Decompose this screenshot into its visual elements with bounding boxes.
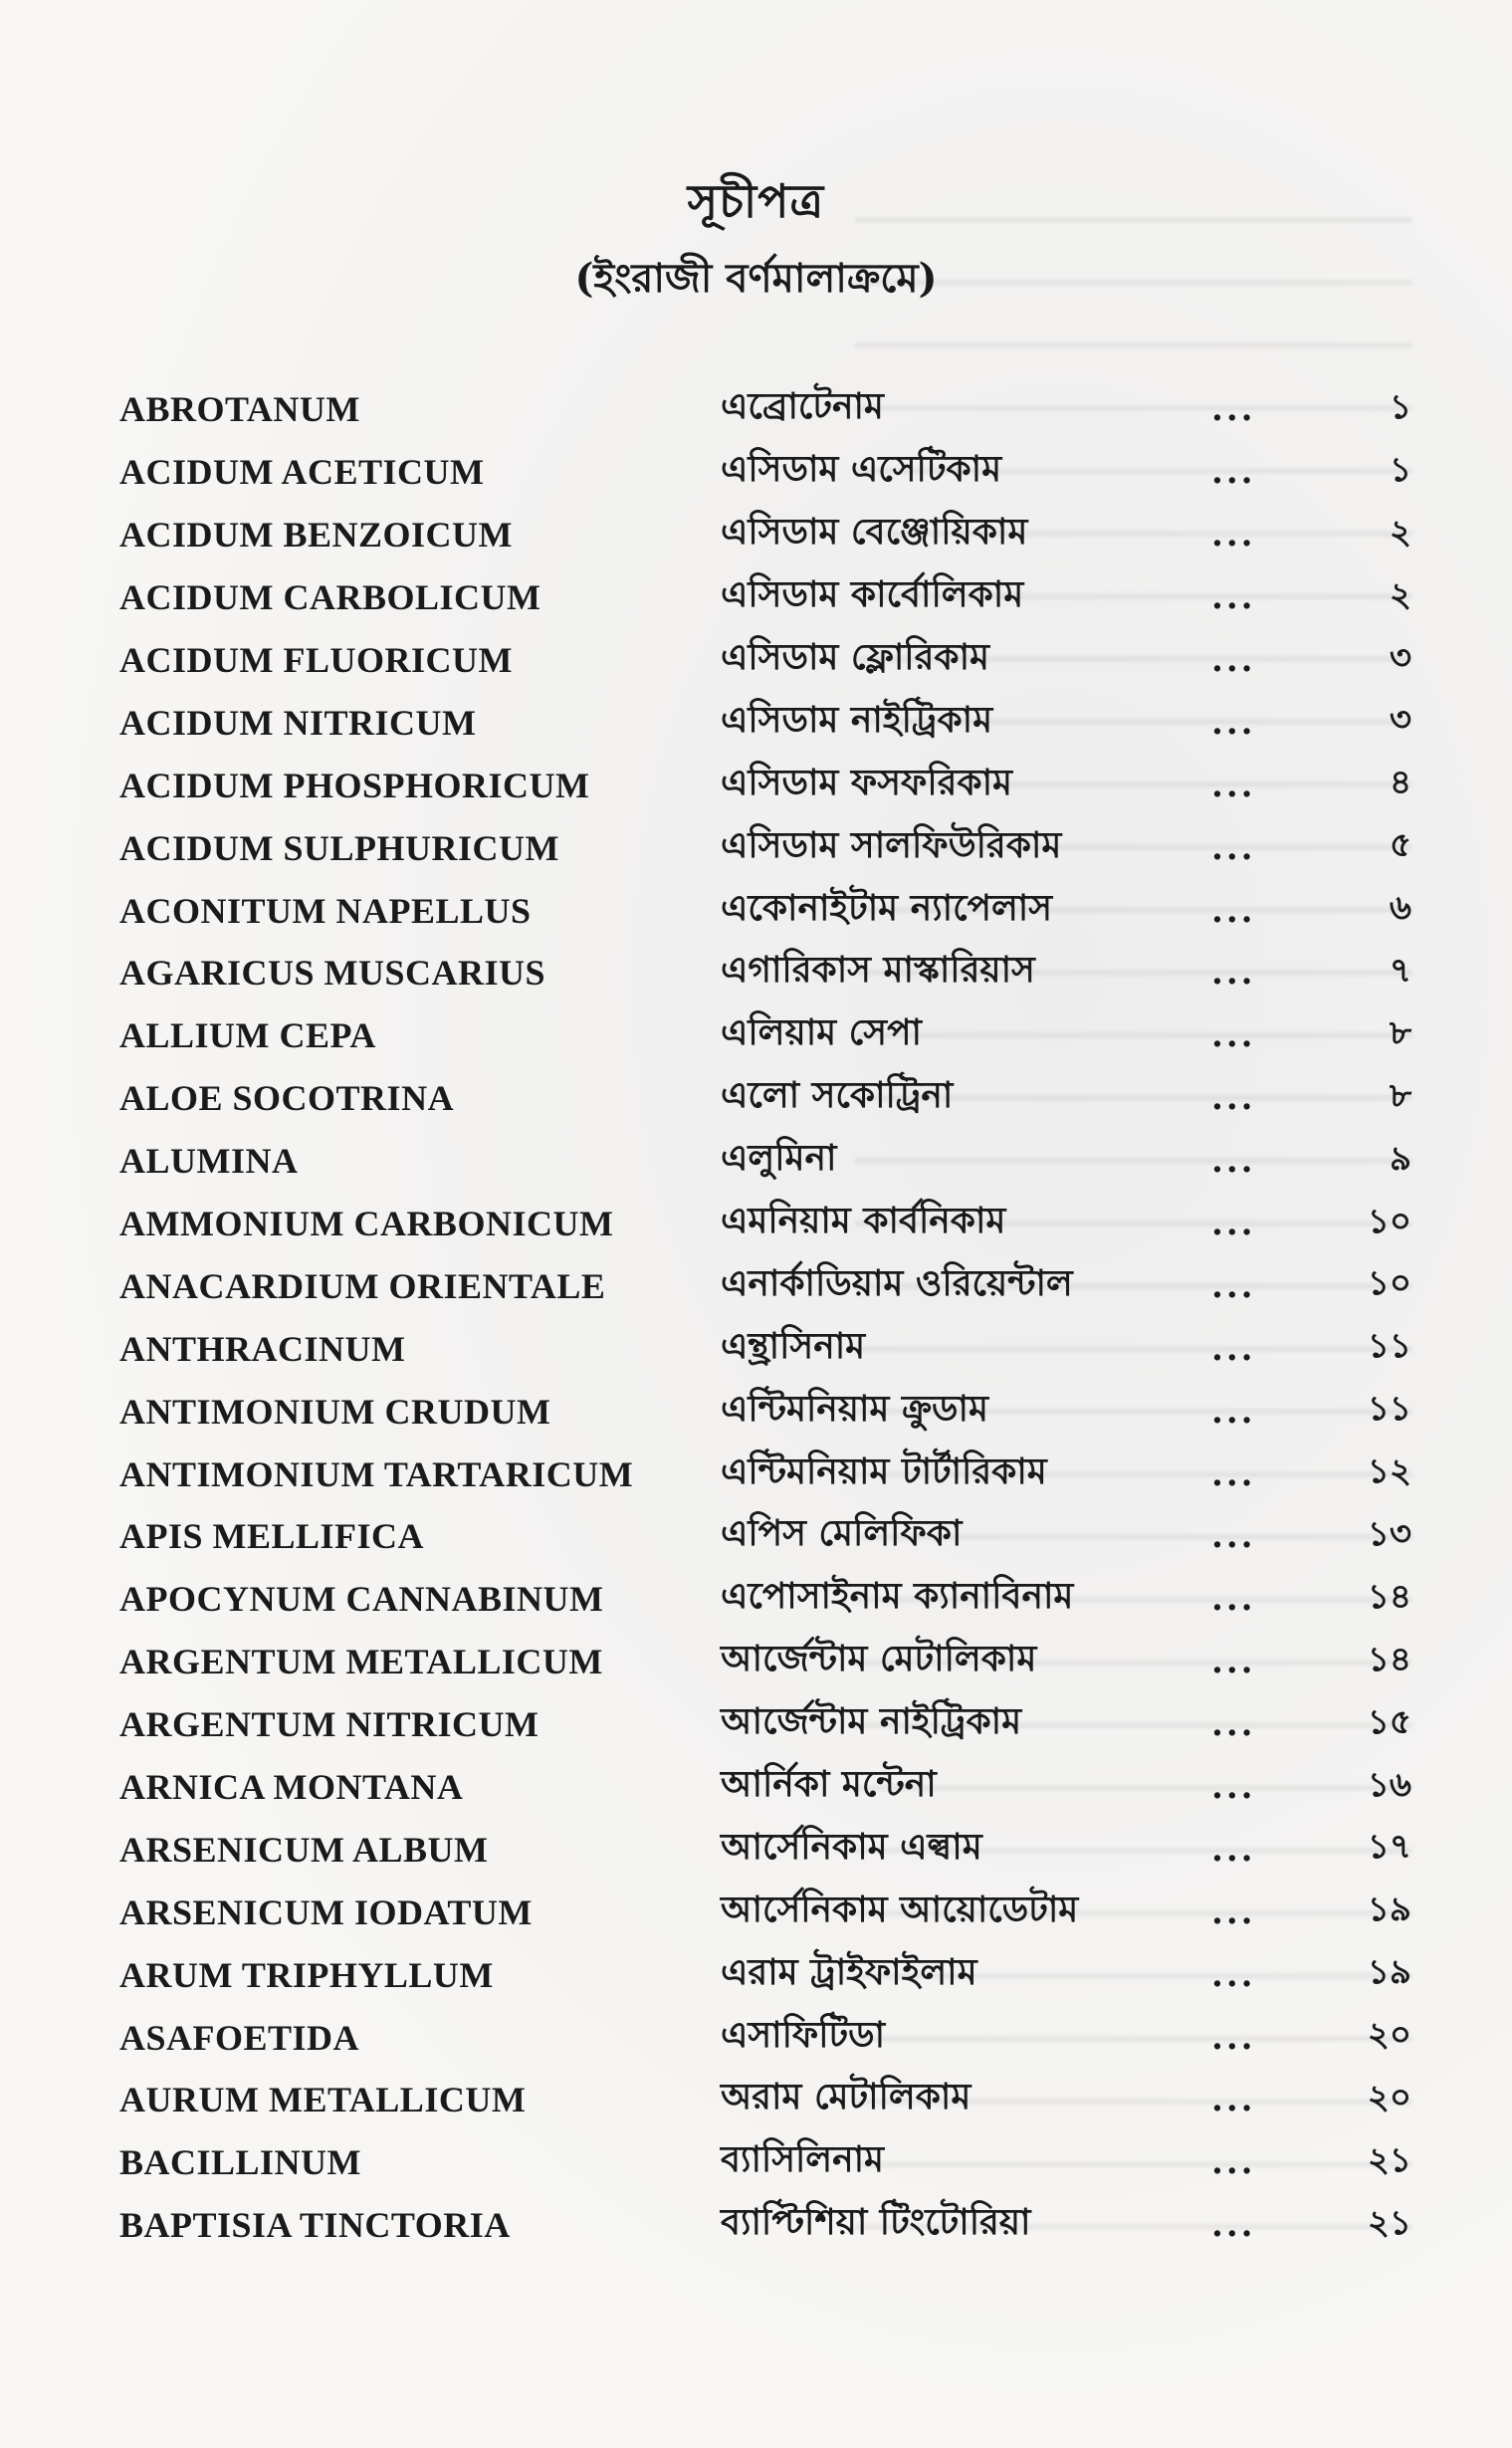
entry-leader-dots: ... — [1211, 577, 1256, 618]
entry-page-number: ১ — [1389, 449, 1411, 490]
entry-latin-name: ANTIMONIUM TARTARICUM — [119, 1453, 634, 1494]
toc-entry — [117, 1443, 1411, 1505]
entry-page-number: ২১ — [1367, 2139, 1411, 2180]
entry-page-number: ১৯ — [1367, 1952, 1411, 1993]
entry-latin-name: ANACARDIUM ORIENTALE — [119, 1265, 606, 1306]
entry-bengali-name: এপোসাইনাম ক্যানাবিনাম — [721, 1576, 1074, 1618]
toc-entry — [117, 378, 1411, 441]
entry-leader-dots: ... — [1211, 702, 1256, 743]
entry-leader-dots: ... — [1211, 515, 1256, 556]
entry-leader-dots: ... — [1211, 1328, 1256, 1369]
entry-bengali-name: এগারিকাস মাস্কারিয়াস — [721, 950, 1035, 992]
toc-entry — [117, 1693, 1411, 1756]
entry-latin-name: ABROTANUM — [119, 389, 360, 430]
entry-leader-dots: ... — [1211, 1391, 1256, 1432]
entry-latin-name: ALOE SOCOTRINA — [119, 1078, 455, 1119]
entry-bengali-name: ব্যাসিলিনাম — [721, 2139, 885, 2181]
entry-leader-dots: ... — [1211, 2017, 1256, 2058]
entry-leader-dots: ... — [1211, 1704, 1256, 1745]
toc-entry — [117, 1004, 1411, 1067]
entry-bengali-name: এসিডাম বেঞ্জোয়িকাম — [721, 512, 1028, 554]
entry-leader-dots: ... — [1211, 1078, 1256, 1119]
entry-leader-dots: ... — [1211, 1954, 1256, 1995]
entry-latin-name: ARGENTUM NITRICUM — [119, 1704, 540, 1745]
entry-bengali-name: আর্জেন্টাম মেটালিকাম — [721, 1639, 1037, 1680]
entry-leader-dots: ... — [1211, 1141, 1256, 1182]
entry-page-number: ১৩ — [1367, 1513, 1411, 1554]
entry-latin-name: ACIDUM NITRICUM — [119, 702, 477, 743]
entry-leader-dots: ... — [1211, 890, 1256, 931]
entry-page-number: ১৪ — [1367, 1576, 1411, 1617]
entry-latin-name: AMMONIUM CARBONICUM — [119, 1204, 614, 1244]
toc-entry — [117, 1631, 1411, 1693]
entry-page-number: ৫ — [1389, 825, 1411, 866]
entry-latin-name: ASAFOETIDA — [119, 2017, 360, 2058]
entry-leader-dots: ... — [1211, 1516, 1256, 1557]
entry-latin-name: ACIDUM BENZOICUM — [119, 515, 513, 556]
entry-leader-dots: ... — [1211, 827, 1256, 868]
toc-entry — [117, 441, 1411, 504]
entry-latin-name: ARNICA MONTANA — [119, 1767, 464, 1808]
entry-bengali-name: অরাম মেটালিকাম — [721, 2077, 972, 2118]
entry-bengali-name: এন্টিমনিয়াম টার্টারিকাম — [721, 1450, 1047, 1492]
entry-bengali-name: এন্টিমনিয়াম ক্রুডাম — [721, 1388, 988, 1430]
entry-page-number: ১০ — [1367, 1263, 1411, 1304]
entry-bengali-name: এসিডাম ফ্লোরিকাম — [721, 637, 990, 678]
table-of-contents — [117, 378, 1411, 2257]
entry-page-number: ৬ — [1389, 888, 1411, 929]
entry-bengali-name: এমনিয়াম কার্বনিকাম — [721, 1201, 1006, 1242]
entry-leader-dots: ... — [1211, 640, 1256, 680]
entry-page-number: ২১ — [1367, 2202, 1411, 2243]
entry-leader-dots: ... — [1211, 2080, 1256, 2120]
entry-page-number: ১৬ — [1367, 1764, 1411, 1805]
entry-latin-name: ALUMINA — [119, 1141, 299, 1182]
toc-entry — [117, 1943, 1411, 2006]
entry-bengali-name: একোনাইটাম ন্যাপেলাস — [721, 887, 1053, 929]
toc-entry — [117, 2006, 1411, 2069]
entry-page-number: ২০ — [1367, 2015, 1411, 2056]
toc-entry — [117, 2194, 1411, 2257]
entry-bengali-name: এনার্কাডিয়াম ওরিয়েন্টাল — [721, 1262, 1073, 1304]
entry-latin-name: ACIDUM PHOSPHORICUM — [119, 765, 590, 805]
entry-bengali-name: এব্রোটেনাম — [721, 386, 884, 428]
toc-entry — [117, 1254, 1411, 1317]
entry-latin-name: ACIDUM FLUORICUM — [119, 640, 513, 680]
entry-leader-dots: ... — [1211, 389, 1256, 430]
entry-page-number: ১০ — [1367, 1201, 1411, 1241]
toc-entry — [117, 629, 1411, 692]
toc-entry — [117, 1818, 1411, 1881]
entry-bengali-name: এলুমিনা — [721, 1138, 837, 1180]
entry-bengali-name: ব্যাপ্টিশিয়া টিংটোরিয়া — [721, 2202, 1031, 2244]
entry-page-number: ৩ — [1389, 637, 1411, 678]
toc-entry — [117, 2069, 1411, 2131]
toc-entry — [117, 1193, 1411, 1255]
entry-page-number: ১২ — [1367, 1451, 1411, 1492]
entry-latin-name: BAPTISIA TINCTORIA — [119, 2205, 511, 2246]
toc-entry — [117, 504, 1411, 566]
entry-latin-name: ACIDUM SULPHURICUM — [119, 827, 559, 868]
entry-page-number: ১৪ — [1367, 1639, 1411, 1679]
entry-latin-name: ACONITUM NAPELLUS — [119, 890, 532, 931]
entry-leader-dots: ... — [1211, 1642, 1256, 1682]
entry-leader-dots: ... — [1211, 1265, 1256, 1306]
entry-latin-name: ACIDUM ACETICUM — [119, 452, 485, 493]
toc-entry — [117, 1568, 1411, 1631]
entry-latin-name: ANTIMONIUM CRUDUM — [119, 1391, 551, 1432]
entry-bengali-name: এসাফিটিডা — [721, 2014, 886, 2056]
toc-entry — [117, 566, 1411, 629]
entry-page-number: ২০ — [1367, 2077, 1411, 2117]
entry-leader-dots: ... — [1211, 1829, 1256, 1870]
entry-leader-dots: ... — [1211, 1579, 1256, 1620]
toc-entry — [117, 2131, 1411, 2194]
entry-latin-name: AGARICUS MUSCARIUS — [119, 953, 546, 994]
toc-entry — [117, 1881, 1411, 1943]
entry-page-number: ১ — [1389, 386, 1411, 427]
toc-entry — [117, 1756, 1411, 1819]
toc-entry — [117, 942, 1411, 1004]
entry-page-number: ১৯ — [1367, 1890, 1411, 1930]
entry-page-number: ২ — [1389, 574, 1411, 615]
entry-leader-dots: ... — [1211, 953, 1256, 994]
entry-page-number: ৪ — [1389, 763, 1411, 803]
entry-latin-name: APIS MELLIFICA — [119, 1516, 425, 1557]
entry-page-number: ১১ — [1367, 1389, 1411, 1430]
entry-leader-dots: ... — [1211, 1204, 1256, 1244]
page-subtitle: (ইংরাজী বর্ণমালাক্রমে) — [574, 255, 938, 302]
entry-leader-dots: ... — [1211, 2142, 1256, 2183]
entry-bengali-name: এসিডাম কার্বোলিকাম — [721, 574, 1024, 616]
entry-bengali-name: আর্নিকা মন্টেনা — [721, 1764, 937, 1806]
entry-page-number: ৭ — [1389, 950, 1411, 991]
entry-bengali-name: এসিডাম নাইট্রিকাম — [721, 699, 993, 741]
entry-leader-dots: ... — [1211, 1015, 1256, 1056]
entry-leader-dots: ... — [1211, 452, 1256, 493]
toc-entry — [117, 754, 1411, 816]
entry-page-number: ১৫ — [1367, 1701, 1411, 1742]
toc-entry — [117, 1130, 1411, 1193]
entry-bengali-name: আর্জেন্টাম নাইট্রিকাম — [721, 1701, 1022, 1743]
entry-latin-name: AURUM METALLICUM — [119, 2080, 527, 2120]
entry-bengali-name: এসিডাম এসেটিকাম — [721, 449, 1002, 491]
entry-bengali-name: এলিয়াম সেপা — [721, 1012, 922, 1054]
entry-leader-dots: ... — [1211, 1767, 1256, 1808]
toc-entry — [117, 1380, 1411, 1443]
entry-page-number: ২ — [1389, 512, 1411, 553]
entry-leader-dots: ... — [1211, 765, 1256, 805]
entry-latin-name: ANTHRACINUM — [119, 1328, 406, 1369]
entry-bengali-name: এরাম ট্রাইফাইলাম — [721, 1951, 977, 1993]
entry-latin-name: ARGENTUM METALLICUM — [119, 1642, 603, 1682]
entry-page-number: ৯ — [1389, 1138, 1411, 1179]
entry-leader-dots: ... — [1211, 2205, 1256, 2246]
toc-entry — [117, 816, 1411, 879]
entry-bengali-name: এপিস মেলিফিকা — [721, 1513, 963, 1555]
page-title: সূচীপত্র — [687, 174, 825, 228]
entry-latin-name: ARSENICUM IODATUM — [119, 1892, 533, 1932]
entry-latin-name: ACIDUM CARBOLICUM — [119, 577, 541, 618]
entry-latin-name: ARUM TRIPHYLLUM — [119, 1954, 494, 1995]
entry-page-number: ১৭ — [1367, 1827, 1411, 1868]
toc-entry — [117, 1505, 1411, 1568]
entry-bengali-name: আর্সেনিকাম আয়োডেটাম — [721, 1889, 1079, 1930]
entry-page-number: ১১ — [1367, 1326, 1411, 1367]
entry-bengali-name: এসিডাম ফসফরিকাম — [721, 762, 1013, 803]
entry-bengali-name: এসিডাম সালফিউরিকাম — [721, 824, 1062, 866]
entry-leader-dots: ... — [1211, 1453, 1256, 1494]
entry-latin-name: APOCYNUM CANNABINUM — [119, 1579, 604, 1620]
entry-leader-dots: ... — [1211, 1892, 1256, 1932]
toc-entry — [117, 691, 1411, 754]
entry-bengali-name: আর্সেনিকাম এল্বাম — [721, 1826, 982, 1868]
entry-bengali-name: এলো সকোট্রিনা — [721, 1075, 954, 1117]
entry-latin-name: BACILLINUM — [119, 2142, 362, 2183]
toc-entry — [117, 879, 1411, 942]
entry-latin-name: ARSENICUM ALBUM — [119, 1829, 489, 1870]
entry-page-number: ৮ — [1389, 1012, 1411, 1053]
entry-bengali-name: এন্থ্রাসিনাম — [721, 1325, 866, 1367]
toc-entry — [117, 1067, 1411, 1130]
entry-page-number: ৮ — [1389, 1075, 1411, 1116]
toc-entry — [117, 1317, 1411, 1380]
entry-latin-name: ALLIUM CEPA — [119, 1015, 376, 1056]
entry-page-number: ৩ — [1389, 700, 1411, 741]
